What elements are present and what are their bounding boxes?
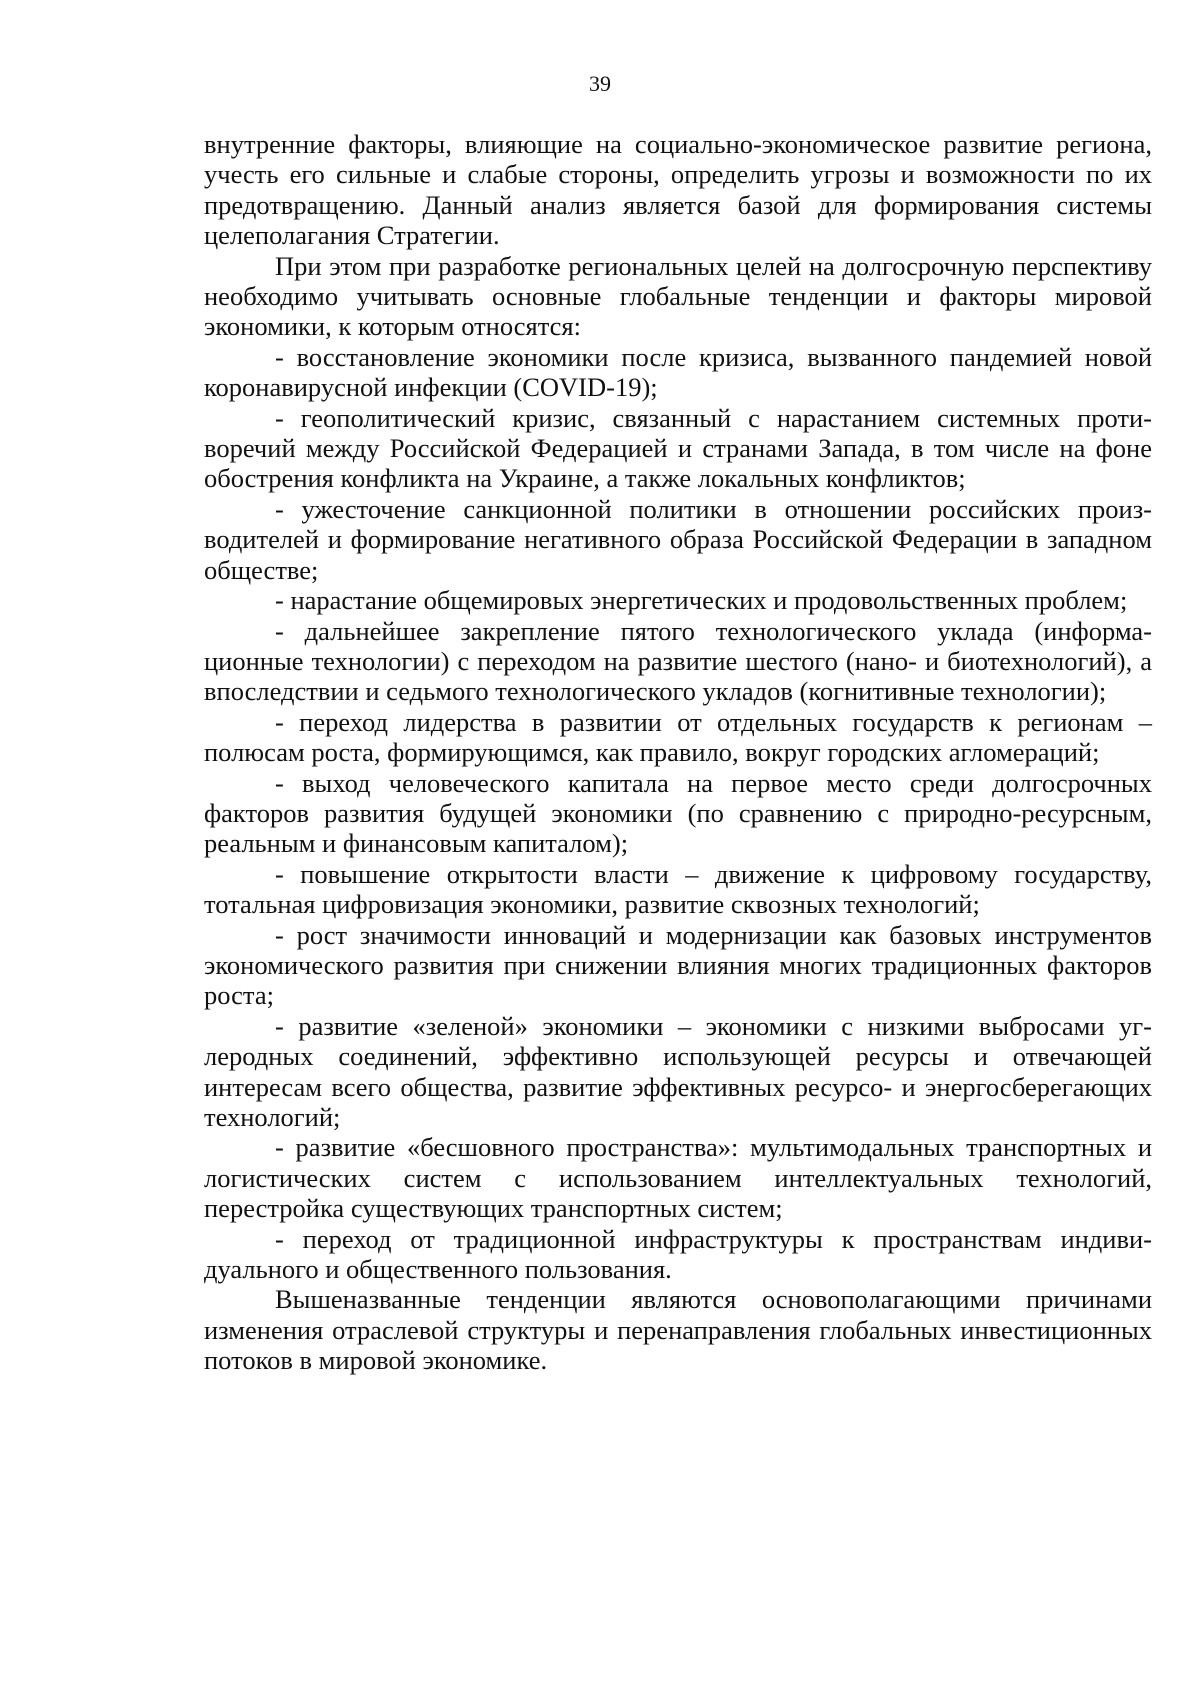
list-item: - ужесточение санкционной политики в отношении российских производителей и формирование негативного образа Российской Федерации в западном обществе; xyxy=(204,493,1152,585)
list-item: - геополитический кризис, связанный с нарастанием системных противоречий между Российской Федерацией и странами Запада, в том числе на фоне обострения конфликта на Украине, а также локальных конфликтов; xyxy=(204,402,1152,494)
list-item: - рост значимости инноваций и модернизации как базовых инструментов экономического развития при снижении влияния многих традиционных факторов роста; xyxy=(204,919,1152,1011)
list-item: - переход от традиционной инфраструктуры к пространствам индивидуального и общественного пользования. xyxy=(204,1223,1152,1285)
paragraph-conclusion: Вышеназванные тенденции являются основополагающими причинами изменения отраслевой структуры и перенаправления глобальных инвестиционных потоков в мировой экономике. xyxy=(204,1284,1152,1376)
list-item: - дальнейшее закрепление пятого технологического уклада (информационные технологии) с переходом на развитие шестого (нано- и биотехнологий), а впоследствии и седьмого технологического укладов (когнитивные технологии); xyxy=(204,615,1152,707)
list-item: - развитие «бесшовного пространства»: мультимодальных транспортных и логистических систем с использованием интеллектуальных технологий, перестройка существующих транспортных систем; xyxy=(204,1132,1152,1224)
list-item: - нарастание общемировых энергетических и продовольственных проблем; xyxy=(275,585,1128,616)
list-item: - повышение открытости власти – движение к цифровому государству, тотальная цифровизация экономики, развитие сквозных технологий; xyxy=(204,858,1152,920)
list-item: - развитие «зеленой» экономики – экономики с низкими выбросами углеродных соединений, эффективно использующей ресурсы и отвечающей интересам всего общества, развитие эффективных ресурсо- и энергосберегающих технологий; xyxy=(204,1010,1152,1132)
list-item: - выход человеческого капитала на первое место среди долгосрочных факторов развития будущей экономики (по сравнению с природно-ресурсным, реальным и финансовым капиталом); xyxy=(204,767,1152,859)
list-item: - восстановление экономики после кризиса, вызванного пандемией новой коронавирусной инфекции (COVID-19); xyxy=(204,341,1152,403)
page-number: 39 xyxy=(589,71,611,96)
list-item: - переход лидерства в развитии от отдельных государств к регионам – полюсам роста, формирующимся, как правило, вокруг городских агломераций; xyxy=(204,706,1152,768)
document-body xyxy=(204,129,1152,1376)
paragraph-global-trends-lead: При этом при разработке региональных целей на долгосрочную перспективу необходимо учитывать основные глобальные тенденции и факторы мировой экономики, к которым относятся: xyxy=(204,250,1152,342)
paragraph-intro: внутренние факторы, влияющие на социально-экономическое развитие региона, учесть его сильные и слабые стороны, определить угрозы и возможности по их предотвращению. Данный анализ является базой для формирования системы целеполагания Стратегии. xyxy=(204,129,1152,251)
